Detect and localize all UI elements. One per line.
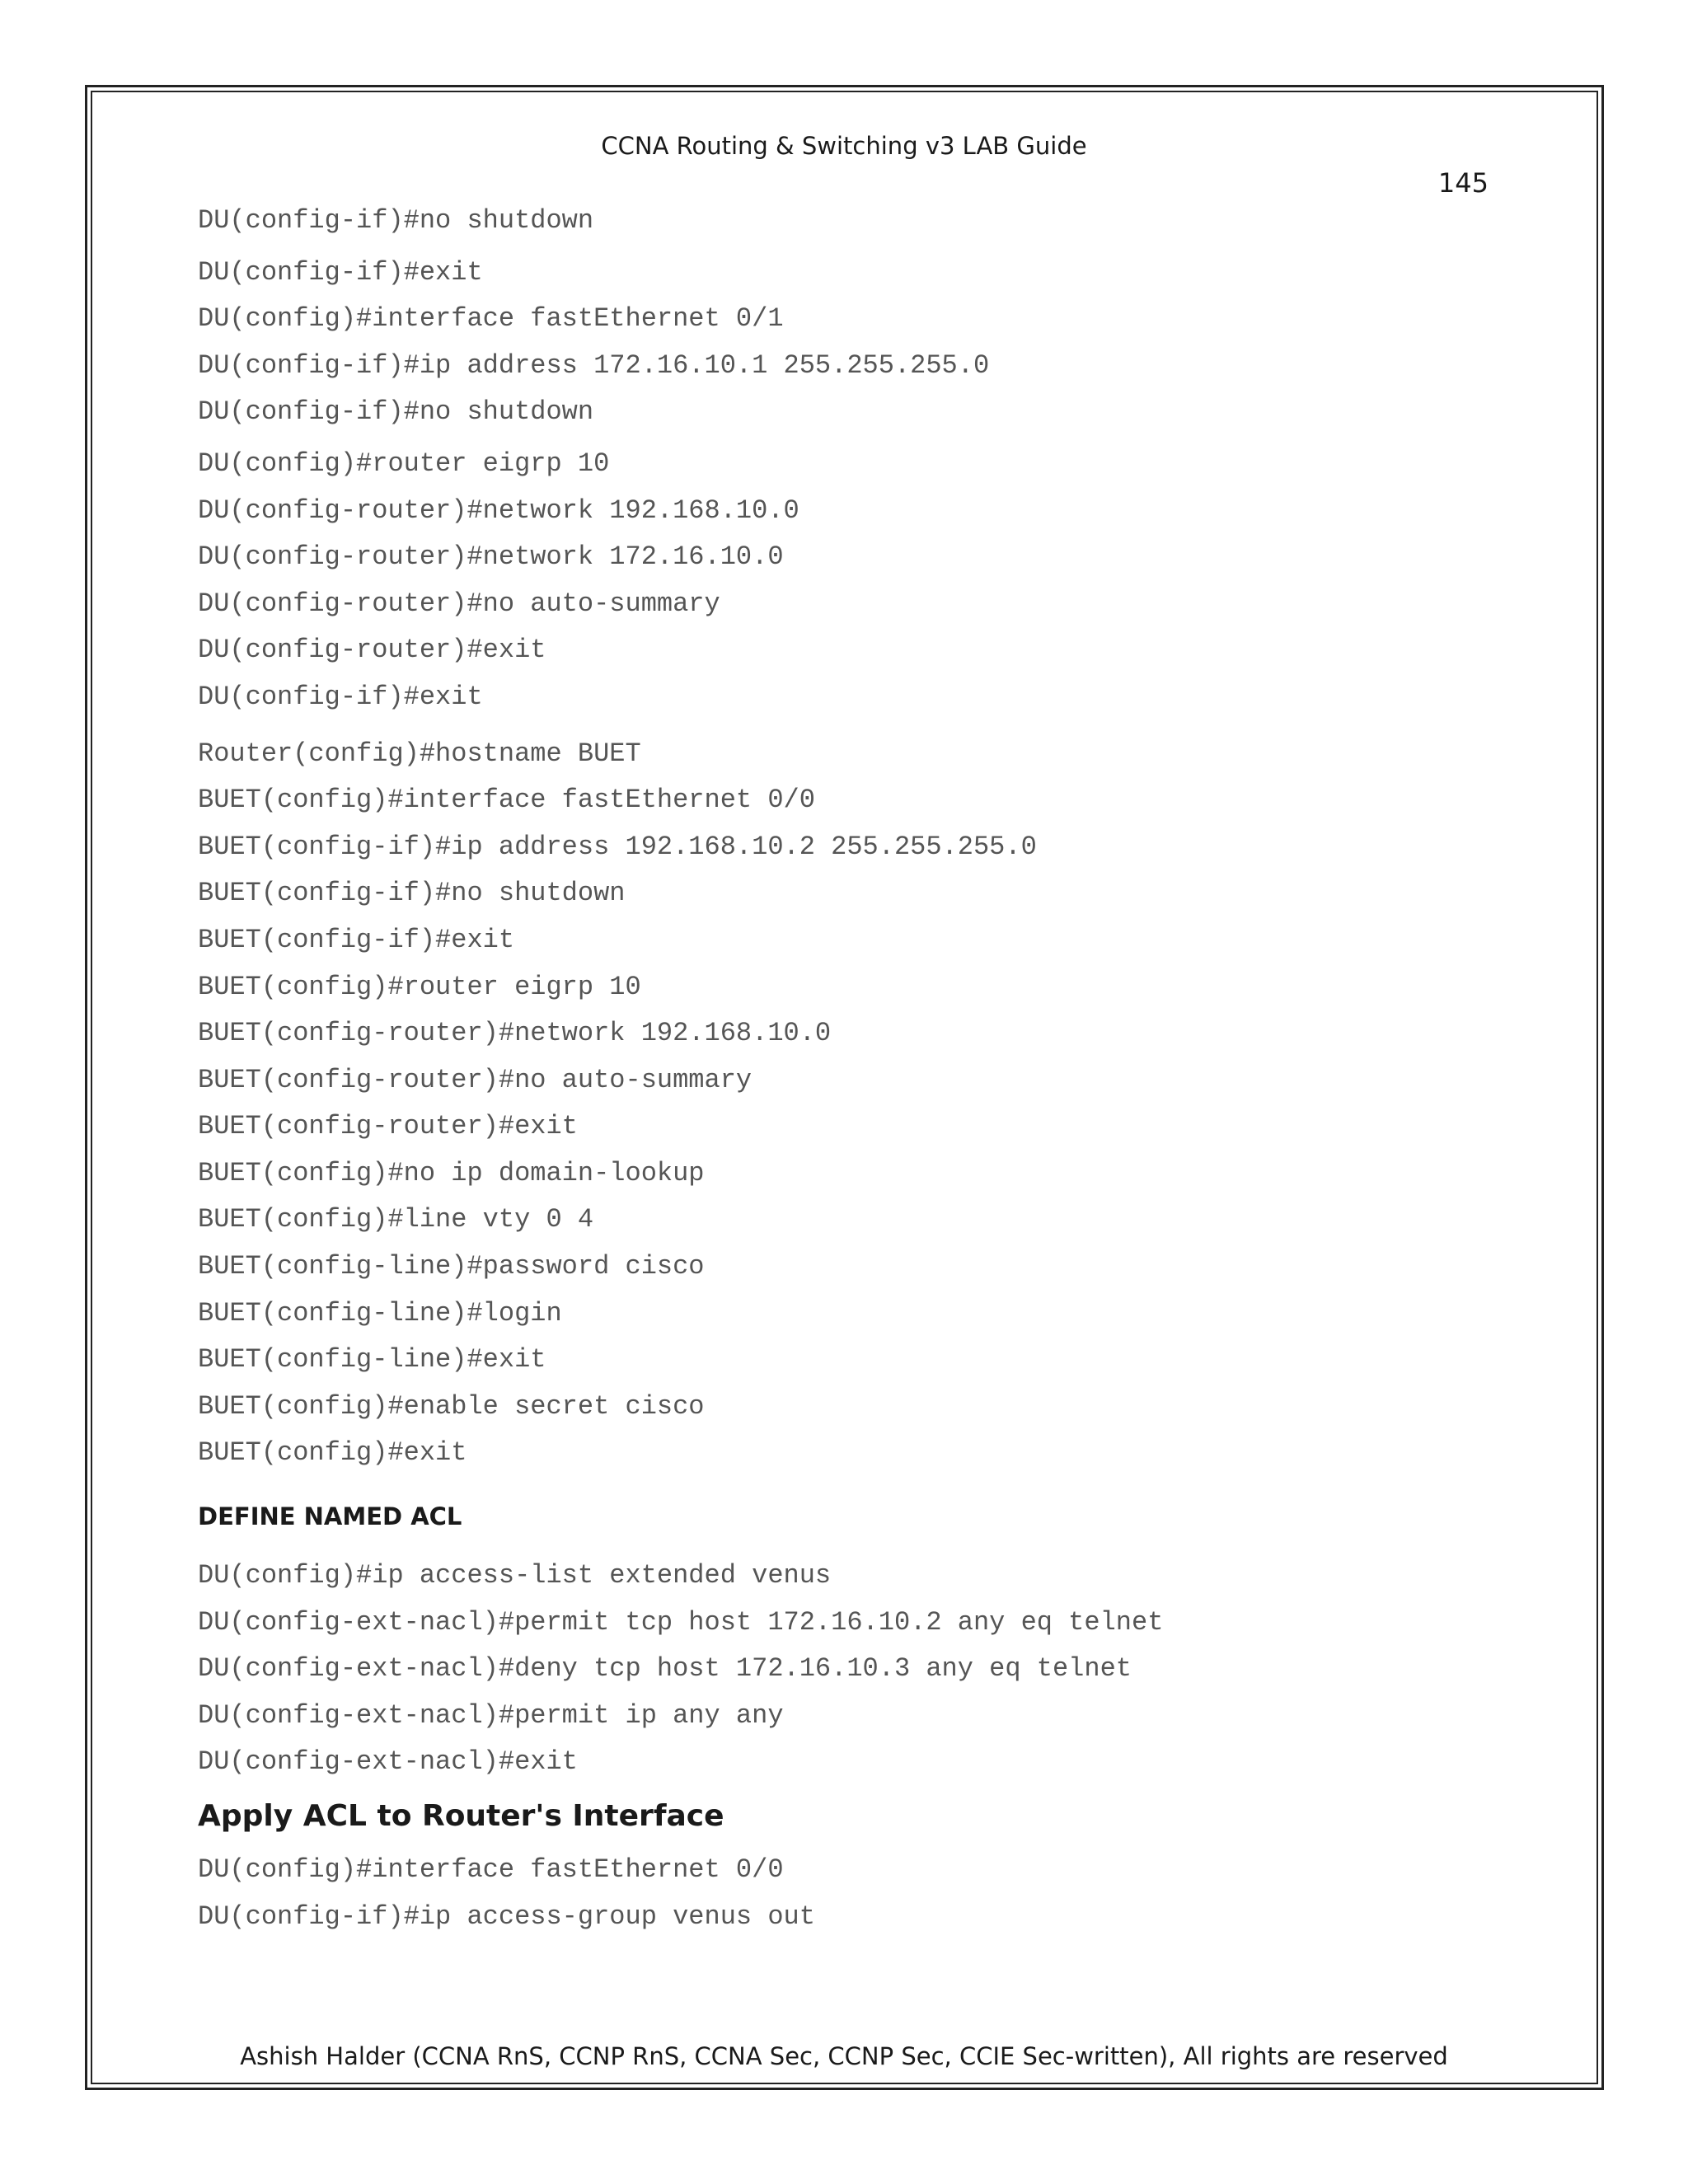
command-line: BUET(config)#router eigrp 10 [198, 971, 641, 1002]
command-line: BUET(config-line)#login [198, 1297, 562, 1329]
command-line: BUET(config)#line vty 0 4 [198, 1204, 594, 1235]
running-header: CCNA Routing & Switching v3 LAB Guide [601, 132, 1087, 160]
command-line: DU(config-if)#exit [198, 681, 483, 712]
command-line: BUET(config-line)#exit [198, 1344, 546, 1376]
command-line: BUET(config-if)#no shutdown [198, 878, 626, 909]
command-line: DU(config-router)#network 192.168.10.0 [198, 494, 799, 526]
command-line: BUET(config)#no ip domain-lookup [198, 1157, 705, 1188]
command-line: DU(config)#ip access-list extended venus [198, 1560, 832, 1591]
command-block-3 [198, 441, 1550, 721]
command-line: DU(config-if)#exit [198, 256, 483, 288]
command-line: DU(config-if)#ip address 172.16.10.1 255.255.255.0 [198, 349, 990, 381]
command-block-1 [198, 198, 1550, 245]
command-line: BUET(config)#exit [198, 1437, 467, 1469]
section-heading-define-named-acl: DEFINE NAMED ACL [198, 1502, 462, 1531]
command-line: DU(config-ext-nacl)#permit ip any any [198, 1699, 784, 1731]
command-line: BUET(config)#enable secret cisco [198, 1390, 705, 1422]
command-line: DU(config-if)#ip access-group venus out [198, 1900, 815, 1932]
command-line: DU(config)#interface fastEthernet 0/1 [198, 303, 784, 335]
command-line: BUET(config-if)#exit [198, 924, 515, 955]
command-line: DU(config)#interface fastEthernet 0/0 [198, 1854, 784, 1885]
command-line: DU(config)#router eigrp 10 [198, 448, 610, 479]
command-line: BUET(config-router)#network 192.168.10.0 [198, 1018, 832, 1049]
command-line: DU(config-ext-nacl)#exit [198, 1746, 578, 1778]
command-line: DU(config-ext-nacl)#permit tcp host 172.16.10.2 any eq telnet [198, 1606, 1164, 1638]
section-heading-apply-acl: Apply ACL to Router's Interface [198, 1799, 724, 1833]
command-line: DU(config-router)#exit [198, 635, 546, 666]
command-line: DU(config-router)#network 172.16.10.0 [198, 541, 784, 573]
command-block-4 [198, 731, 1550, 1478]
command-line: DU(config-if)#no shutdown [198, 205, 594, 236]
command-line: BUET(config)#interface fastEthernet 0/0 [198, 785, 815, 816]
command-line: BUET(config-if)#ip address 192.168.10.2 255.255.255.0 [198, 831, 1037, 862]
command-line: Router(config)#hostname BUET [198, 738, 641, 769]
command-block-apply-acl [198, 1847, 1550, 1940]
page-footer: Ashish Halder (CCNA RnS, CCNP RnS, CCNA Sec, CCNP Sec, CCIE Sec-written), All rights are reserved [240, 2042, 1448, 2070]
command-line: DU(config-router)#no auto-summary [198, 588, 720, 619]
command-line: DU(config-ext-nacl)#deny tcp host 172.16.10.3 any eq telnet [198, 1653, 1132, 1685]
page-number: 145 [1437, 167, 1489, 199]
command-line: DU(config-if)#no shutdown [198, 396, 594, 428]
command-line: BUET(config-line)#password cisco [198, 1251, 705, 1282]
command-line: BUET(config-router)#no auto-summary [198, 1064, 753, 1095]
command-block-2 [198, 250, 1550, 436]
page-content [198, 198, 1550, 1940]
command-block-acl-definition [198, 1553, 1550, 1786]
command-line: BUET(config-router)#exit [198, 1111, 578, 1142]
